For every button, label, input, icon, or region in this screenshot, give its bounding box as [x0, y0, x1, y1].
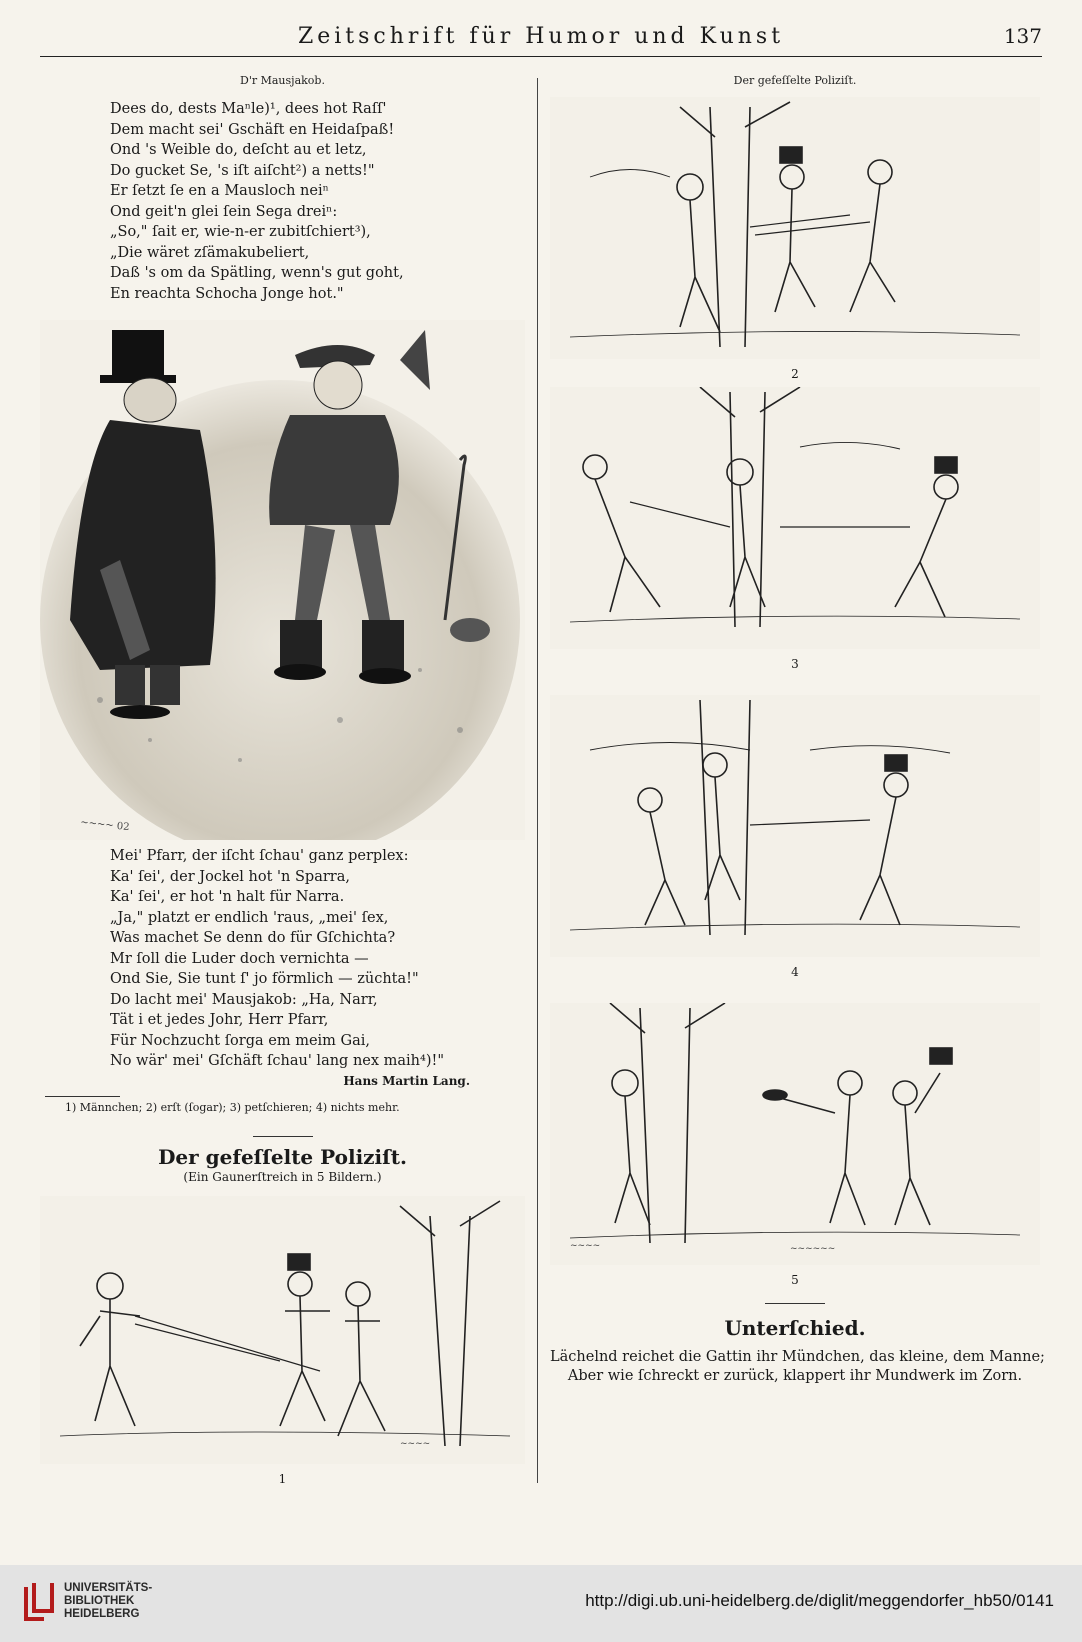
poem-line: Mei' Pfarr, der iſcht ſchau' ganz perplex:: [110, 848, 409, 864]
poem-stanza-2: [110, 846, 525, 1072]
story-title: Der gefeſſelte Poliziſt.: [158, 1144, 407, 1169]
poem-line: Ka' ſei', er hot 'n halt für Narra.: [110, 889, 345, 905]
poem-line: Daß 's om da Spätling, wenn's gut goht,: [110, 265, 404, 281]
illustration-panel-3: [550, 387, 1040, 649]
poem-line: Do gucket Se, 's iſt aiſcht²) a netts!": [110, 162, 375, 179]
poem-line: No wär' mei' Gſchäft ſchau' lang nex maih⁴)!": [110, 1053, 444, 1069]
panel-number: 3: [791, 657, 799, 671]
svg-text:~~~~: ~~~~: [400, 1438, 431, 1449]
illustration-panel-4: [550, 695, 1040, 957]
poem-line: Ond Sie, Sie tunt ſ' jo förmlich — züchta!": [110, 971, 419, 987]
poem-line: „So," ſait er, wie-n-er zubitſchiert³),: [110, 224, 371, 240]
poem-line: Dem macht sei' Gschäft en Heidaſpaß!: [110, 121, 395, 138]
poem-line: Tät i et jedes Johr, Herr Pfarr,: [110, 1012, 329, 1028]
panel-number: 1: [278, 1471, 287, 1486]
section-rule: [765, 1303, 825, 1304]
svg-text:~~~~ 02: ~~~~ 02: [79, 817, 130, 834]
poem-line: Ond geit'n glei ſein Sega dreiⁿ:: [110, 203, 338, 220]
logo-line: BIBLIOTHEK: [64, 1595, 135, 1607]
epigram-line: Aber wie ſchreckt er zurück, klappert ihr Mundwerk im Zorn.: [567, 1368, 1023, 1384]
university-logo-text: [64, 1582, 152, 1621]
page-header: [40, 22, 1042, 57]
poem-title: D'r Mausjakob.: [240, 74, 325, 87]
illustration-mausjakob: [40, 320, 525, 840]
page-number: 137: [1003, 24, 1042, 48]
journal-title: Zeitschrift für Humor und Kunst: [297, 24, 785, 49]
panel-number: 5: [791, 1273, 799, 1287]
right-column: [550, 70, 1045, 1386]
illustration-panel-5: [550, 1003, 1040, 1265]
epigram-title: Unterſchied.: [724, 1316, 866, 1340]
footnotes: 1) Männchen; 2) erſt (ſogar); 3) petſchieren; 4) nichts mehr.: [65, 1100, 400, 1114]
panel-number: 2: [791, 367, 799, 381]
poem-line: Was machet Se denn do für Gſchichta?: [110, 930, 396, 946]
university-logo-icon[interactable]: [22, 1579, 58, 1627]
panel-number: 4: [791, 965, 799, 979]
poem-line: Do lacht mei' Mausjakob: „Ha, Narr,: [110, 991, 378, 1008]
poem-line: Ond 's Weible do, deſcht au et letz,: [110, 142, 367, 158]
illustration-panel-2: [550, 97, 1040, 359]
poem-line: Ka' ſei', der Jockel hot 'n Sparra,: [110, 868, 350, 885]
logo-line: UNIVERSITÄTS-: [64, 1582, 153, 1594]
epigram-line: Lächelnd reichet die Gattin ihr Mündchen, das kleine, dem Manne;: [550, 1349, 1045, 1365]
poem-line: Dees do, dests Maⁿle)¹, dees hot Raſſ': [110, 101, 387, 117]
left-column: [40, 70, 525, 1492]
section-rule: [253, 1136, 313, 1137]
epigram-text: [550, 1348, 1045, 1386]
story-subtitle: (Ein Gaunerſtreich in 5 Bildern.): [183, 1169, 382, 1184]
svg-text:~~~~~~: ~~~~~~: [790, 1244, 836, 1254]
poem-stanza-1: [110, 99, 525, 304]
footnote-rule: [45, 1096, 120, 1097]
poem-line: Er ſetzt ſe en a Mausloch neiⁿ: [110, 183, 329, 199]
logo-line: HEIDELBERG: [64, 1608, 140, 1620]
footer-bar: [0, 1565, 1082, 1642]
poem-line: En reachta Schocha Jonge hot.": [110, 285, 344, 302]
poem-line: Mr ſoll die Luder doch vernichta —: [110, 950, 369, 967]
column-divider: [537, 78, 538, 1483]
source-url-link[interactable]: http://digi.ub.uni-heidelberg.de/diglit/meggendorfer_hb50/0141: [585, 1591, 1054, 1610]
illustration-panel-1: [40, 1196, 525, 1464]
poem-line: „Ja," platzt er endlich 'raus, „mei' ſex,: [110, 909, 389, 926]
poem-line: Für Nochzucht ſorga em meim Gai,: [110, 1032, 370, 1049]
poem-line: „Die wäret zſämakubeliert,: [110, 244, 310, 261]
author-signature: Hans Martin Lang.: [343, 1073, 470, 1088]
illustration-caption: Der gefeſſelte Poliziſt.: [733, 74, 857, 87]
svg-text:~~~~: ~~~~: [570, 1241, 601, 1251]
